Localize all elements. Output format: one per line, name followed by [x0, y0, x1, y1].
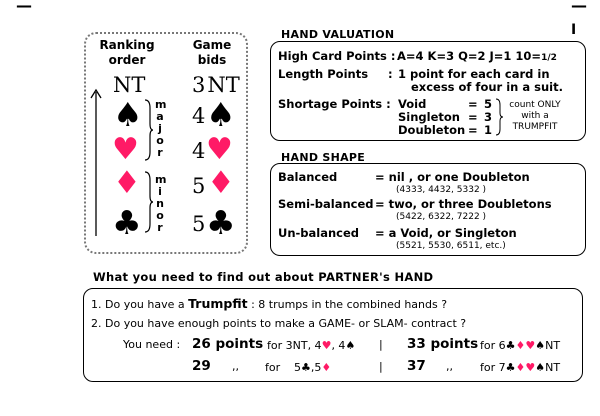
- spade-icon: ♠: [535, 339, 546, 352]
- bid-level: 4: [192, 139, 206, 163]
- nt-label: NT: [545, 361, 561, 374]
- points-29: 29: [192, 358, 211, 374]
- ditto-mark: ,,: [446, 360, 453, 373]
- shape-examples: (5521, 5530, 6511, etc.): [396, 241, 506, 251]
- minor-label: [155, 174, 165, 234]
- diamond-icon: ♦: [207, 165, 235, 201]
- question-2: 2. Do you have enough points to make a GAME- or SLAM- contract ?: [91, 317, 467, 330]
- length-line2: excess of four in a suit.: [411, 80, 563, 94]
- shortage-eq: =: [468, 110, 478, 124]
- vertical-letter: m: [155, 173, 167, 186]
- ranking-header-line1: Ranking: [99, 38, 155, 52]
- diamond-icon: ♦: [113, 165, 141, 201]
- heart-icon: ♥: [525, 361, 536, 374]
- brace-icon: [494, 97, 504, 137]
- vertical-letter: r: [157, 221, 163, 234]
- q1-post: : 8 trumps in the combined hands ?: [251, 298, 448, 311]
- note-line3: TRUMPFIT: [512, 122, 558, 132]
- page-marker: I: [571, 22, 577, 38]
- nt-label: NT: [545, 339, 561, 352]
- trumpfit-term: Trumpfit: [188, 296, 248, 311]
- bid-level: 5: [192, 212, 206, 236]
- shape-examples: (5422, 6322, 7222 ): [396, 212, 487, 222]
- five: 5: [294, 361, 301, 374]
- length-line1: 1 point for each card in: [398, 67, 550, 81]
- heart-icon: ♥: [525, 339, 536, 352]
- top-left-mark: —: [16, 0, 32, 15]
- club-icon: ♣: [112, 203, 142, 242]
- points-26: 26 points: [192, 336, 264, 352]
- shape-desc: = two, or three Doubletons: [375, 197, 552, 211]
- shortage-eq: =: [468, 97, 478, 111]
- major-label: [155, 99, 165, 159]
- separator-bar: |: [379, 360, 383, 373]
- trumpfit-note: [506, 100, 564, 133]
- q1-pre: 1. Do you have a: [91, 298, 185, 311]
- vertical-letter: o: [156, 134, 164, 147]
- partner-title: What you need to find out about PARTNER's HAND: [93, 270, 434, 284]
- game-bids-header: [182, 38, 242, 68]
- for-label: for: [265, 361, 281, 374]
- club-icon: ♣: [505, 339, 516, 352]
- shape-label: Un-balanced: [278, 226, 360, 240]
- brace-icon: [143, 98, 153, 162]
- vertical-letter: m: [155, 98, 167, 111]
- shortage-val: 5: [484, 97, 493, 111]
- note-line2: with a: [521, 111, 549, 121]
- shape-label: Balanced: [278, 170, 338, 184]
- vertical-letter: r: [157, 146, 163, 159]
- brace-icon: [143, 170, 153, 234]
- game-contracts-26: [267, 339, 355, 352]
- shape-desc: = a Void, or Singleton: [375, 226, 517, 240]
- diamond-icon: ♦: [321, 361, 332, 374]
- sep-4: , 4: [331, 339, 346, 352]
- high-card-label: High Card Points :: [278, 49, 396, 63]
- comma-five: ,5: [310, 361, 322, 374]
- shortage-val: 1: [484, 123, 493, 137]
- spade-icon: ♠: [345, 339, 356, 352]
- note-line1: count ONLY: [509, 100, 561, 110]
- game-contracts-29: [294, 361, 331, 374]
- club-icon: ♣: [206, 203, 236, 242]
- spade-icon: ♠: [113, 95, 143, 134]
- high-card-scale: A=4 K=3 Q=2 J=1 10=: [397, 49, 542, 63]
- slam-contracts-37: [480, 361, 560, 374]
- vertical-letter: a: [156, 110, 164, 123]
- you-need-label: You need :: [123, 338, 181, 351]
- diamond-icon: ♦: [515, 361, 526, 374]
- game-header-line1: Game: [192, 38, 232, 52]
- vertical-letter: o: [156, 209, 164, 222]
- bid-level: 5: [192, 174, 206, 198]
- bid-level: 3: [192, 73, 206, 97]
- top-right-mark: —: [571, 0, 587, 15]
- diamond-icon: ♦: [515, 339, 526, 352]
- ranking-header-line2: order: [108, 53, 146, 67]
- spade-icon: ♠: [535, 361, 546, 374]
- shortage-void: Void: [398, 97, 427, 111]
- shape-label: Semi-balanced: [278, 197, 374, 211]
- half-fraction: 1/2: [541, 53, 557, 63]
- for-3nt-4: for 3NT, 4: [267, 339, 322, 352]
- points-33: 33 points: [407, 336, 479, 352]
- ranking-order-header: [92, 38, 162, 68]
- shape-desc: = nil , or one Doubleton: [375, 170, 530, 184]
- shortage-doubleton: Doubleton: [398, 123, 466, 137]
- heart-icon: ♥: [321, 339, 332, 352]
- spade-icon: ♠: [206, 95, 236, 134]
- game-header-line2: bids: [197, 53, 227, 67]
- shortage-eq: =: [468, 123, 478, 137]
- shortage-label: Shortage Points :: [278, 97, 391, 111]
- separator-bar: |: [379, 338, 383, 351]
- heart-icon: ♥: [206, 132, 233, 167]
- club-icon: ♣: [301, 361, 311, 374]
- ditto-mark: ,,: [232, 360, 239, 373]
- for-7: for 7: [480, 361, 506, 374]
- points-37: 37: [407, 358, 426, 374]
- club-icon: ♣: [505, 361, 516, 374]
- question-1: [91, 296, 447, 311]
- vertical-letter: n: [156, 197, 164, 210]
- bid-nt: NT: [207, 73, 240, 97]
- bid-level: 4: [192, 104, 206, 128]
- shortage-singleton: Singleton: [398, 110, 460, 124]
- hand-valuation-title: HAND VALUATION: [281, 28, 395, 41]
- bid-3nt: [192, 73, 240, 97]
- length-label: Length Points: [278, 67, 369, 81]
- slam-contracts-33: [480, 339, 560, 352]
- high-card-value: [397, 49, 557, 63]
- rank-nt: NT: [113, 73, 146, 97]
- vertical-letter: j: [158, 122, 162, 135]
- up-arrow-icon: [90, 88, 102, 238]
- heart-icon: ♥: [112, 132, 139, 167]
- for-6: for 6: [480, 339, 506, 352]
- vertical-letter: i: [158, 185, 162, 198]
- length-colon: :: [388, 67, 393, 81]
- shape-examples: (4333, 4432, 5332 ): [396, 185, 487, 195]
- hand-shape-title: HAND SHAPE: [281, 151, 366, 164]
- shortage-val: 3: [484, 110, 493, 124]
